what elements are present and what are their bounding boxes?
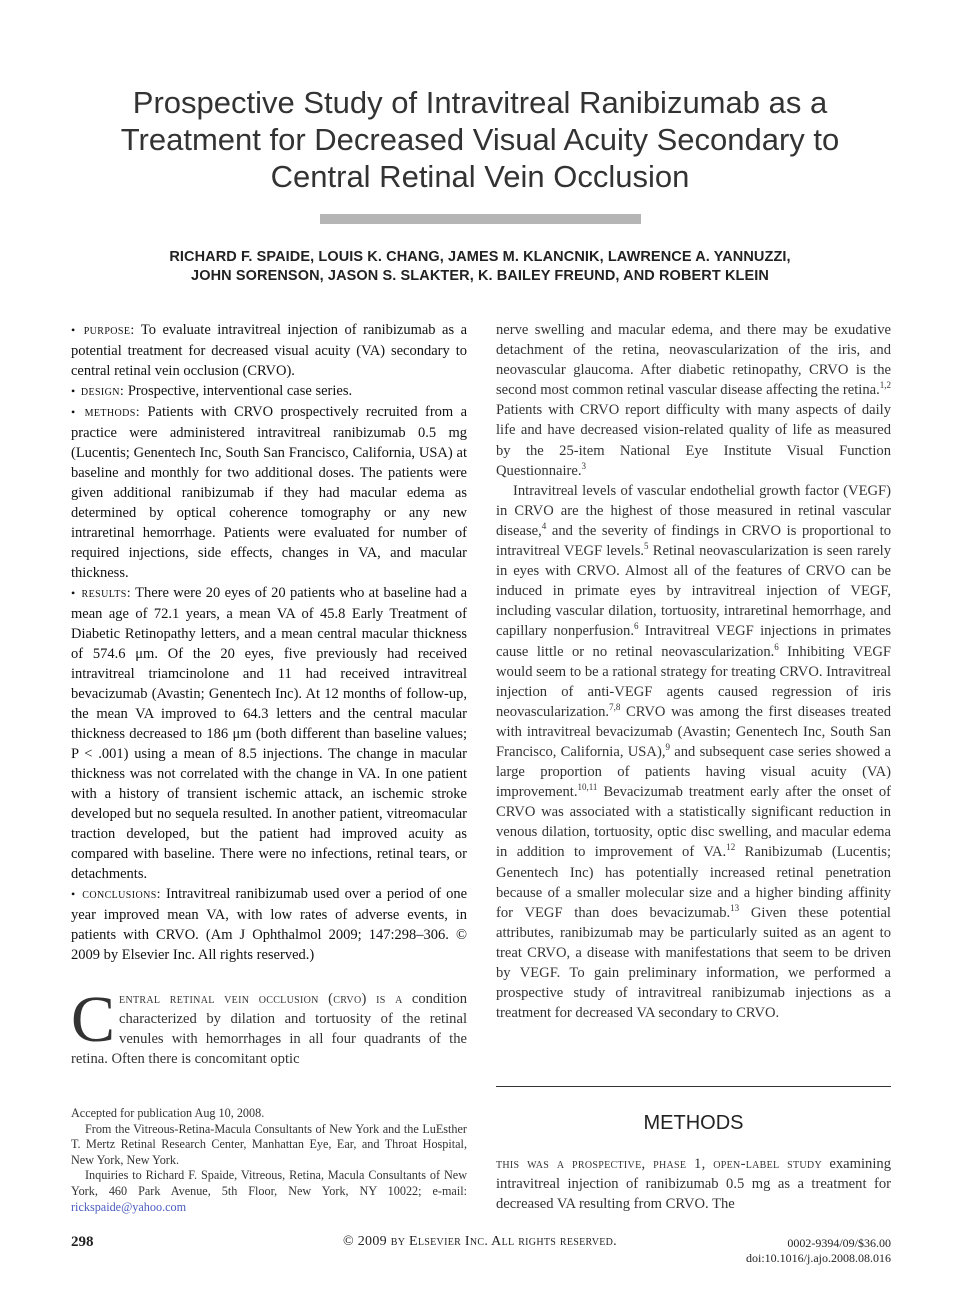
abstract-methods: [71, 402, 467, 583]
citation-ref[interactable]: 6: [634, 621, 639, 632]
footnote-inquiries-text: Inquiries to Richard F. Spaide, Vitreous, Retina, Macula Consultants of New York, 460 Park Avenue, 5th Floor, New York, NY 10022; e-mail:: [71, 1168, 467, 1198]
journal-citation: (Am J Ophthalmol 2009; 147:298–306. © 2009 by Elsevier Inc. All rights reserved.): [71, 927, 467, 963]
p2-text-a: Intravitreal levels of vascular endothelial growth factor (VEGF) in CRVO are the highest of those measured in retinal vascular disease,: [496, 482, 891, 539]
p1-text-a: nerve swelling and macular edema, and there may be exudative detachment of the retina, neovascularization of the iris, and neovascular glaucoma. After diabetic retinopathy, CRVO is the second most common retinal vascular disease affecting the retina.: [496, 322, 891, 399]
methods-paragraph: [496, 1154, 891, 1214]
p2-text-b: and the severity of findings in CRVO is proportional to intravitreal VEGF levels.: [496, 522, 891, 560]
methods-body-text: examining intravitreal injection of ranibizumab 0.5 mg as a treatment for decreased VA resulting from CRVO. The: [496, 1156, 891, 1213]
article-title: Prospective Study of Intravitreal Ranibizumab as a Treatment for Decreased Visual Acuity Secondary to Central Retinal Vein Occlusion: [120, 85, 840, 194]
citation-ref[interactable]: 1,2: [879, 380, 891, 391]
page-number: 298: [71, 1234, 94, 1250]
right-column: [496, 320, 891, 1023]
p2-text-e: Inhibiting VEGF would seem to be a rational strategy for treating CRVO. Intravitreal injection of anti-VEGF agents caused regression of iris neovascularization.: [496, 643, 891, 720]
bullet-icon: •: [71, 405, 76, 419]
citation-ref[interactable]: 5: [644, 541, 649, 552]
methods-label: methods:: [84, 405, 141, 420]
body-paragraph-2: [496, 481, 891, 1024]
p2-text-g: and subsequent case series showed a large proportion of patients having visual acuity (VA) improvement.: [496, 743, 891, 801]
p2-text-c: Retinal neovascularization is seen rarely in eyes with CRVO. Almost all of the features of CRVO can be induced in primate eyes by intravitreal injection of VEGF, including vascular dilation, tortuosity, intraretinal hemorrhage, and capillary nonperfusion.: [496, 543, 891, 640]
design-label: design:: [80, 384, 125, 399]
results-text: There were 20 eyes of 20 patients who at baseline had a mean age of 72.1 years, a mean VA of 45.8 Early Treatment of Diabetic Retinopathy letters, and a mean central macular thickness of 574.6 μm. Of the 20 eyes, five previously had received intravitreal triamcinolone and 11 had received intravitreal bevacizumab (Avastin; Genentech Inc). At 12 months of follow-up, the mean VA improved to 64.3 letters and the central macular thickness decreased to 186 μm (both different than baseline values; P < .001) using a mean of 8.5 injections. The change in macular thickness was not correlated with the change in VA. In one patient with a history of transient ischemic attack, an ischemic stroke developed but no sequela resulted. In another patient, vitreomacular traction developed, but the patient had improved acuity as compared with baseline. There were no infections, retinal tears, or detachments.: [71, 585, 468, 882]
p2-text-h: Bevacizumab treatment early after the onset of CRVO was associated with a statistically significant reduction in venous dilation, tortuosity, optic disc swelling, and macular edema in addition to improvement of VA.: [496, 784, 891, 861]
author-line-2: JOHN SORENSON, JASON S. SLAKTER, K. BAILEY FREUND, AND ROBERT KLEIN: [191, 268, 769, 284]
citation-ref[interactable]: 3: [581, 460, 587, 471]
methods-text: Patients with CRVO prospectively recruited from a practice were administered intravitreal ranibizumab 0.5 mg (Lucentis; Genentech Inc, South San Francisco, California, USA) at baseline and monthly for two additional doses. The patients were given additional ranibizumab if they had macular edema as determined by optical coherence tomography or any new intraretinal hemorrhage. Patients were evaluated for number of required injections, side effects, changes in VA, and macular thickness.: [71, 404, 468, 581]
bullet-icon: •: [71, 887, 76, 901]
citation-ref[interactable]: 12: [726, 842, 736, 853]
email-link[interactable]: rickspaide@yahoo.com: [71, 1199, 187, 1214]
citation-ref[interactable]: 7,8: [609, 701, 621, 712]
conclusions-text: Intravitreal ranibizumab used over a period of one year improved mean VA, with low rates of adverse events, in patients with CRVO.: [71, 886, 468, 943]
left-column: [71, 320, 467, 1069]
issn-doi-block: [746, 1236, 891, 1266]
p2-text-i: Ranibizumab (Lucentis; Genentech Inc) has potentially increased retinal penetration because of a smaller molecular size and a higher binding affinity for VEGF than does bevacizumab.: [496, 844, 892, 921]
bullet-icon: •: [71, 586, 76, 600]
methods-divider: [496, 1086, 891, 1087]
abstract-results: [71, 583, 467, 884]
p2-text-f: CRVO was among the first diseases treated with intravitreal bevacizumab (Avastin; Genentech Inc, South San Francisco, California, USA),: [496, 703, 891, 760]
abstract-purpose: [71, 320, 467, 381]
bullet-icon: •: [71, 323, 76, 337]
purpose-label: purpose:: [83, 323, 135, 338]
copyright-notice: © 2009 by Elsevier Inc. All rights reserved.: [343, 1234, 617, 1249]
p2-text-d: Intravitreal VEGF injections in primates cause little or no retinal neovascularization.: [496, 623, 892, 660]
citation-ref[interactable]: 10,11: [577, 782, 598, 793]
abstract-design: [71, 381, 467, 402]
author-line-1: RICHARD F. SPAIDE, LOUIS K. CHANG, JAMES M. KLANCNIK, LAWRENCE A. YANNUZZI,: [169, 249, 791, 265]
results-label: results:: [81, 586, 132, 601]
intro-lead-caps: entral retinal vein occlusion (crvo) is a: [119, 991, 403, 1007]
author-list: [70, 248, 890, 286]
body-paragraph-1: [496, 320, 891, 481]
methods-heading: METHODS: [643, 1112, 744, 1134]
conclusions-label: conclusions:: [82, 887, 161, 902]
doi-link[interactable]: doi:10.1016/j.ajo.2008.08.016: [746, 1251, 891, 1265]
methods-lead-caps: this was a prospective, phase 1, open-label study: [496, 1156, 822, 1172]
footnote-affiliation: From the Vitreous-Retina-Macula Consultants of New York and the LuEsther T. Mertz Retinal Research Center, Manhattan Eye, Ear, and Throat Hospital, New York, New York.: [71, 1121, 467, 1167]
intro-paragraph: [71, 983, 467, 1069]
footnote-accepted: Accepted for publication Aug 10, 2008.: [71, 1106, 265, 1120]
title-divider-bar: [320, 214, 641, 224]
bullet-icon: •: [71, 384, 76, 398]
citation-ref[interactable]: 4: [541, 521, 547, 532]
footnote-inquiries: [71, 1168, 467, 1215]
purpose-text: To evaluate intravitreal injection of ranibizumab as a potential treatment for decreased visual acuity (VA) secondary to central retinal vein occlusion (CRVO).: [71, 322, 468, 379]
citation-ref[interactable]: 9: [665, 742, 670, 753]
footnotes: [71, 1106, 467, 1215]
drop-cap: C: [71, 983, 116, 1056]
p1-text-b: Patients with CRVO report difficulty with many aspects of daily life and have decreased vision-related quality of life as measured by the 25-item National Eye Institute Visual Function Questionnaire.: [496, 402, 891, 479]
design-text: Prospective, interventional case series.: [127, 383, 353, 399]
abstract: [71, 320, 467, 965]
p2-text-j: Given these potential attributes, ranibizumab may be particularly suited as an agent to treat CRVO, a disease with manifestations that seem to be driven by VEGF. To gain preliminary information, we performed a prospective study of intravitreal ranibizumab injections as a treatment for decreased VA secondary to CRVO.: [496, 904, 891, 1022]
intro-text: condition characterized by dilation and tortuosity of the retinal venules with hemorrhages in all four quadrants of the retina. Often there is concomitant optic: [71, 991, 467, 1068]
issn-price: 0002-9394/09/$36.00: [787, 1236, 891, 1250]
citation-ref[interactable]: 13: [730, 902, 740, 913]
citation-ref[interactable]: 6: [774, 641, 779, 652]
abstract-conclusions: [71, 884, 467, 965]
